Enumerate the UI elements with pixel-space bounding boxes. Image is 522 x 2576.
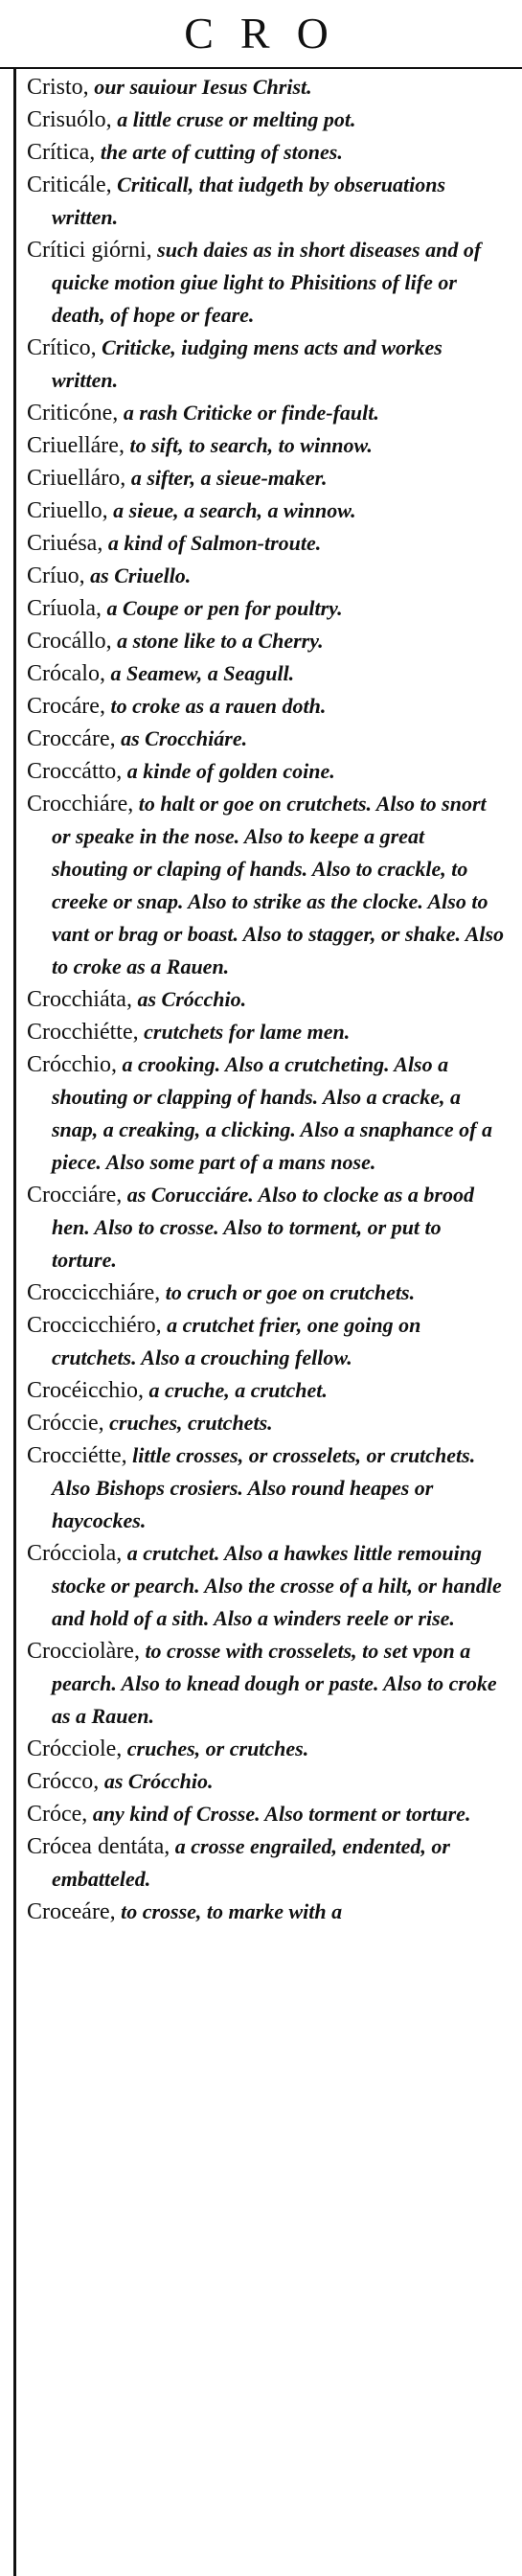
dictionary-entry — [27, 494, 505, 527]
entry-definition: as Crocchiáre. — [115, 726, 248, 750]
entry-definition: such daies as in short diseases and of quicke motion giue light to Phisitions of life or death, of hope or feare. — [52, 238, 482, 327]
dictionary-entry — [27, 1896, 505, 1928]
dictionary-entry — [27, 788, 505, 983]
dictionary-entry — [27, 104, 505, 136]
entry-headword: Crocchiáre, — [27, 792, 134, 816]
entry-headword: Crocállo, — [27, 629, 112, 654]
dictionary-entry — [27, 1765, 505, 1798]
entry-headword: Criuésa, — [27, 531, 103, 556]
entry-definition: a Seamew, a Seagull. — [104, 661, 295, 685]
entry-definition: to sift, to search, to winnow. — [124, 433, 373, 457]
dictionary-entry — [27, 1374, 505, 1407]
dictionary-entry — [27, 397, 505, 429]
entry-definition: little crosses, or crosselets, or crutchets. Also Bishops crosiers. Also round heapes or haycockes. — [52, 1443, 476, 1532]
entry-headword: Croccicchiáre, — [27, 1280, 161, 1305]
dictionary-entry — [27, 560, 505, 592]
entry-headword: Crócciole, — [27, 1736, 123, 1761]
entry-headword: Croccátto, — [27, 759, 123, 784]
column-rule — [13, 67, 16, 2576]
dictionary-entry — [27, 1407, 505, 1439]
entry-definition: a stone like to a Cherry. — [111, 629, 324, 653]
dictionary-entry — [27, 657, 505, 690]
entry-headword: Crítica, — [27, 140, 96, 165]
dictionary-entry — [27, 723, 505, 755]
entry-definition: any kind of Crosse. Also torment or torture. — [87, 1802, 471, 1826]
entry-headword: Cróce, — [27, 1802, 88, 1827]
entry-definition: a crosse engrailed, endented, or embatteled. — [52, 1834, 450, 1891]
dictionary-entry — [27, 1179, 505, 1276]
dictionary-entry — [27, 136, 505, 169]
entry-headword: Criuello, — [27, 498, 108, 523]
dictionary-entry — [27, 1537, 505, 1635]
entry-definition: a Coupe or pen for poultry. — [102, 596, 343, 620]
entry-headword: Crocciétte, — [27, 1443, 127, 1468]
entry-definition: to croke as a rauen doth. — [104, 694, 327, 718]
dictionary-entry — [27, 1016, 505, 1048]
entry-headword: Croccáre, — [27, 726, 116, 751]
entry-headword: Crisuólo, — [27, 107, 112, 132]
dictionary-entry — [27, 332, 505, 397]
entry-headword: Crocciolàre, — [27, 1639, 140, 1664]
entry-headword: Criticále, — [27, 172, 112, 197]
dictionary-entry — [27, 1635, 505, 1733]
entry-definition: a crutchet. Also a hawkes little remouing stocke or pearch. Also the crosse of a hilt, or handle and hold of a sith. Also a winders reele or rise. — [52, 1541, 502, 1630]
entry-definition: crutchets for lame men. — [138, 1020, 351, 1044]
entry-definition: the arte of cutting of stones. — [95, 140, 343, 164]
entry-definition: to halt or goe on crutchets. Also to snort or speake in the nose. Also to keepe a great shouting or claping of hands. Also to crackle, to creeke or snap. Also to strike as the clocke. Also to vant or brag or boast. Also to stagger, or shake. Also to croke as a Rauen. — [52, 792, 505, 978]
dictionary-entry — [27, 755, 505, 788]
entry-headword: Críuo, — [27, 564, 85, 588]
entry-definition: to crosse with crosselets, to set vpon a pearch. Also to knead dough or paste. Also to croke as a Rauen. — [52, 1639, 497, 1728]
dictionary-entry — [27, 690, 505, 723]
entry-definition: our sauiour Iesus Christ. — [88, 75, 312, 99]
entry-definition: to crosse, to marke with a — [115, 1899, 343, 1923]
dictionary-entry — [27, 592, 505, 625]
entry-headword: Crocchiáta, — [27, 987, 132, 1012]
entry-headword: Croccicchiéro, — [27, 1313, 162, 1338]
entry-headword: Crocciáre, — [27, 1183, 123, 1208]
dictionary-entry — [27, 71, 505, 104]
page-header: CRO — [0, 0, 522, 69]
entry-headword: Criticóne, — [27, 401, 119, 426]
dictionary-entry — [27, 169, 505, 234]
dictionary-entry — [27, 1276, 505, 1309]
entry-headword: Crítici giórni, — [27, 238, 152, 263]
entry-headword: Crócciola, — [27, 1541, 123, 1566]
entry-definition: a little cruse or melting pot. — [111, 107, 356, 131]
dictionary-entry — [27, 1048, 505, 1179]
dictionary-entry — [27, 429, 505, 462]
entry-definition: a sifter, a sieue-maker. — [125, 466, 328, 490]
entry-headword: Crócea dentáta, — [27, 1834, 170, 1859]
entry-definition: Criticke, iudging mens acts and workes written. — [52, 335, 443, 392]
entry-definition: a rash Criticke or finde-fault. — [118, 401, 379, 425]
dictionary-entry — [27, 1830, 505, 1896]
entry-definition: to cruch or goe on crutchets. — [160, 1280, 416, 1304]
entry-definition: cruches, or crutches. — [122, 1736, 309, 1760]
entry-headword: Crítico, — [27, 335, 97, 360]
entry-definition: a kinde of golden coine. — [122, 759, 335, 783]
entry-headword: Crocáre, — [27, 694, 105, 719]
dictionary-entry — [27, 462, 505, 494]
dictionary-entry — [27, 1439, 505, 1537]
entry-definition: as Crócchio. — [99, 1769, 214, 1793]
entry-definition: as Crócchio. — [131, 987, 247, 1011]
dictionary-entry — [27, 527, 505, 560]
entry-definition: a crutchet frier, one going on crutchets. Also a crouching fellow. — [52, 1313, 421, 1369]
entry-definition: a kind of Salmon-troute. — [102, 531, 322, 555]
entry-headword: Croceáre, — [27, 1899, 116, 1924]
dictionary-entry — [27, 625, 505, 657]
entry-definition: a crooking. Also a crutcheting. Also a shouting or clapping of hands. Also a cracke, a snap, a creaking, a clicking. Also a snaphance of a piece. Also some part of a mans nose. — [52, 1052, 492, 1174]
dictionary-entry — [27, 983, 505, 1016]
entry-definition: Criticall, that iudgeth by obseruations written. — [52, 172, 446, 229]
entry-headword: Crocchiétte, — [27, 1020, 139, 1045]
entry-headword: Cristo, — [27, 75, 89, 100]
entry-definition: as Corucciáre. Also to clocke as a brood hen. Also to crosse. Also to torment, or put to torture. — [52, 1183, 474, 1272]
entry-definition: cruches, crutchets. — [103, 1411, 273, 1435]
entry-definition: a cruche, a crutchet. — [143, 1378, 328, 1402]
dictionary-entry — [27, 234, 505, 332]
entry-headword: Criuelláro, — [27, 466, 126, 491]
entry-headword: Crocéicchio, — [27, 1378, 144, 1403]
entry-headword: Crócalo, — [27, 661, 105, 686]
entry-headword: Cróccie, — [27, 1411, 104, 1436]
entry-headword: Criuelláre, — [27, 433, 125, 458]
entry-headword: Críuola, — [27, 596, 102, 621]
entry-list — [0, 69, 522, 1928]
entry-definition: as Criuello. — [84, 564, 192, 587]
dictionary-entry — [27, 1733, 505, 1765]
dictionary-entry — [27, 1798, 505, 1830]
dictionary-entry — [27, 1309, 505, 1374]
entry-headword: Crócco, — [27, 1769, 100, 1794]
entry-definition: a sieue, a search, a winnow. — [107, 498, 356, 522]
entry-headword: Crócchio, — [27, 1052, 117, 1077]
